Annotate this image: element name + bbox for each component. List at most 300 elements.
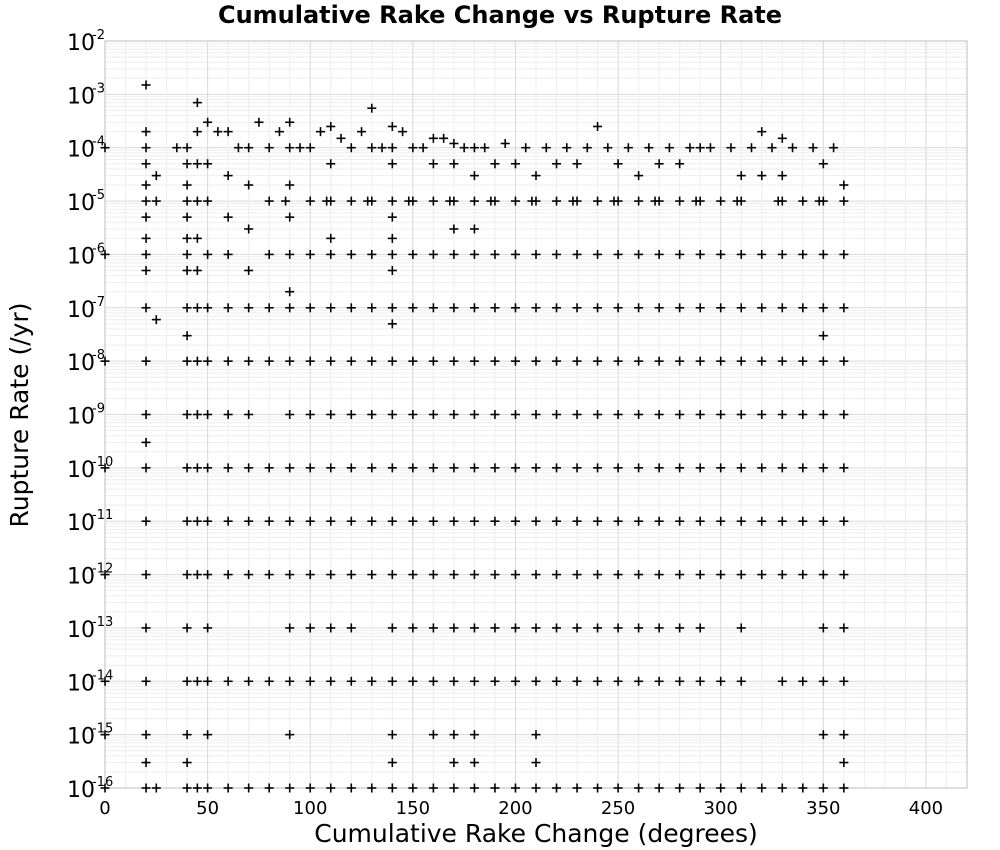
data-point — [696, 784, 705, 793]
data-point — [675, 463, 684, 472]
data-point — [593, 463, 602, 472]
data-point — [593, 357, 602, 366]
y-tick-base: 10 — [67, 671, 95, 697]
data-point — [757, 784, 766, 793]
data-point — [203, 250, 212, 259]
data-point — [265, 303, 274, 312]
data-point — [193, 159, 202, 168]
data-point — [326, 357, 335, 366]
data-point — [511, 197, 520, 206]
data-point — [552, 159, 561, 168]
data-point — [347, 303, 356, 312]
data-point — [142, 80, 151, 89]
data-point — [142, 623, 151, 632]
data-point — [347, 143, 356, 152]
data-point — [404, 197, 413, 206]
data-point — [511, 357, 520, 366]
data-point — [244, 143, 253, 152]
data-point — [408, 357, 417, 366]
data-point — [183, 331, 192, 340]
data-point — [322, 197, 331, 206]
data-point — [429, 250, 438, 259]
data-point — [655, 570, 664, 579]
data-point — [634, 303, 643, 312]
data-point — [685, 143, 694, 152]
data-point — [716, 517, 725, 526]
data-point — [183, 197, 192, 206]
data-point — [183, 357, 192, 366]
data-point — [819, 159, 828, 168]
data-point — [716, 410, 725, 419]
data-point — [655, 410, 664, 419]
data-point — [737, 517, 746, 526]
data-point — [429, 784, 438, 793]
data-point — [573, 570, 582, 579]
data-point — [470, 171, 479, 180]
data-point — [511, 784, 520, 793]
data-point — [716, 303, 725, 312]
data-point — [367, 410, 376, 419]
data-point — [819, 463, 828, 472]
data-point — [142, 410, 151, 419]
data-point — [737, 784, 746, 793]
data-point — [326, 677, 335, 686]
data-point — [655, 517, 664, 526]
data-point — [281, 197, 290, 206]
data-point — [193, 570, 202, 579]
data-point — [737, 623, 746, 632]
data-point — [388, 213, 397, 222]
data-point — [193, 410, 202, 419]
data-point — [152, 784, 161, 793]
chart-title: Cumulative Rake Change vs Rupture Rate — [217, 1, 783, 29]
data-point — [490, 159, 499, 168]
data-point — [675, 357, 684, 366]
data-point — [593, 517, 602, 526]
data-point — [429, 303, 438, 312]
data-point — [819, 410, 828, 419]
data-point — [655, 784, 664, 793]
data-point — [142, 181, 151, 190]
x-tick-label: 50 — [196, 798, 220, 819]
y-tick-label — [67, 455, 113, 483]
data-point — [716, 677, 725, 686]
data-point — [573, 357, 582, 366]
data-point — [224, 357, 233, 366]
data-point — [306, 784, 315, 793]
data-point — [470, 143, 479, 152]
data-point — [692, 197, 701, 206]
data-point — [839, 758, 848, 767]
data-point — [470, 623, 479, 632]
data-point — [449, 784, 458, 793]
data-point — [696, 303, 705, 312]
data-point — [798, 357, 807, 366]
data-point — [511, 677, 520, 686]
data-point — [203, 517, 212, 526]
data-point — [470, 303, 479, 312]
x-tick-label: 150 — [395, 798, 431, 819]
data-point — [839, 410, 848, 419]
data-point — [490, 410, 499, 419]
data-point — [634, 197, 643, 206]
data-point — [347, 623, 356, 632]
data-point — [675, 570, 684, 579]
y-tick-label — [67, 508, 113, 536]
data-point — [326, 570, 335, 579]
data-point — [367, 463, 376, 472]
data-point — [552, 410, 561, 419]
data-point — [614, 623, 623, 632]
data-point — [470, 250, 479, 259]
data-point — [193, 266, 202, 275]
y-tick-base: 10 — [67, 564, 95, 590]
data-point — [142, 784, 151, 793]
data-point — [737, 171, 746, 180]
data-point — [568, 197, 577, 206]
data-point — [388, 570, 397, 579]
data-point — [224, 410, 233, 419]
data-point — [532, 410, 541, 419]
data-point — [665, 143, 674, 152]
y-tick-base: 10 — [67, 31, 95, 56]
data-point — [470, 570, 479, 579]
data-point — [675, 410, 684, 419]
y-tick-label — [67, 615, 113, 643]
data-point — [573, 159, 582, 168]
data-point — [224, 213, 233, 222]
data-point — [285, 730, 294, 739]
data-point — [193, 234, 202, 243]
data-point — [757, 250, 766, 259]
data-point — [593, 250, 602, 259]
data-point — [532, 730, 541, 739]
data-point — [634, 517, 643, 526]
data-point — [244, 181, 253, 190]
data-point — [449, 570, 458, 579]
data-point — [470, 677, 479, 686]
data-point — [388, 122, 397, 131]
data-point — [470, 730, 479, 739]
data-point — [532, 357, 541, 366]
data-point — [429, 134, 438, 143]
y-tick-exponent: -2 — [92, 28, 105, 43]
y-tick-exponent: -16 — [92, 775, 114, 790]
data-point — [634, 171, 643, 180]
data-point — [244, 784, 253, 793]
data-point — [573, 303, 582, 312]
data-point — [142, 463, 151, 472]
data-point — [388, 234, 397, 243]
data-point — [193, 197, 202, 206]
data-point — [511, 623, 520, 632]
data-point — [388, 463, 397, 472]
data-point — [470, 410, 479, 419]
x-tick-label: 250 — [600, 798, 636, 819]
data-point — [388, 517, 397, 526]
data-point — [839, 197, 848, 206]
data-point — [819, 331, 828, 340]
data-point — [634, 784, 643, 793]
data-point — [265, 197, 274, 206]
data-point — [552, 677, 561, 686]
data-point — [142, 159, 151, 168]
y-tick-base: 10 — [67, 351, 95, 377]
data-point — [172, 143, 181, 152]
y-tick-base: 10 — [67, 244, 95, 270]
data-point — [306, 570, 315, 579]
data-point — [142, 250, 151, 259]
data-point — [614, 463, 623, 472]
data-point — [532, 570, 541, 579]
data-point — [511, 303, 520, 312]
data-point — [778, 357, 787, 366]
data-point — [798, 570, 807, 579]
data-point — [778, 517, 787, 526]
data-point — [737, 303, 746, 312]
data-point — [429, 730, 438, 739]
data-point — [285, 517, 294, 526]
data-point — [798, 197, 807, 206]
data-point — [285, 570, 294, 579]
y-tick-base: 10 — [67, 191, 95, 217]
data-point — [839, 730, 848, 739]
data-point — [706, 143, 715, 152]
data-point — [757, 410, 766, 419]
data-point — [696, 623, 705, 632]
data-point — [265, 517, 274, 526]
data-point — [142, 758, 151, 767]
data-point — [183, 517, 192, 526]
data-point — [552, 357, 561, 366]
data-point — [614, 303, 623, 312]
data-point — [388, 730, 397, 739]
data-point — [552, 250, 561, 259]
y-tick-label — [67, 241, 105, 269]
data-point — [609, 197, 618, 206]
y-tick-base: 10 — [67, 404, 95, 430]
data-point — [624, 143, 633, 152]
data-point — [183, 234, 192, 243]
data-point — [429, 159, 438, 168]
data-point — [716, 250, 725, 259]
data-point — [285, 623, 294, 632]
data-point — [224, 570, 233, 579]
data-point — [737, 463, 746, 472]
data-point — [798, 517, 807, 526]
data-point — [203, 303, 212, 312]
data-point — [285, 118, 294, 127]
data-point — [193, 463, 202, 472]
data-point — [429, 197, 438, 206]
data-point — [183, 570, 192, 579]
data-point — [798, 303, 807, 312]
data-point — [696, 410, 705, 419]
data-point — [696, 677, 705, 686]
data-point — [326, 623, 335, 632]
data-point — [573, 250, 582, 259]
data-point — [142, 143, 151, 152]
data-point — [244, 303, 253, 312]
data-point — [593, 570, 602, 579]
data-point — [460, 143, 469, 152]
data-point — [593, 677, 602, 686]
data-point — [408, 677, 417, 686]
data-point — [142, 677, 151, 686]
data-point — [839, 181, 848, 190]
data-point — [819, 570, 828, 579]
data-point — [224, 677, 233, 686]
data-point — [634, 410, 643, 419]
data-point — [839, 570, 848, 579]
data-point — [306, 623, 315, 632]
data-point — [244, 570, 253, 579]
data-point — [326, 784, 335, 793]
data-point — [449, 357, 458, 366]
data-point — [696, 517, 705, 526]
data-point — [532, 784, 541, 793]
data-point — [142, 570, 151, 579]
data-point — [778, 570, 787, 579]
data-point — [696, 250, 705, 259]
data-point — [819, 784, 828, 793]
data-point — [408, 303, 417, 312]
y-tick-label — [67, 81, 105, 109]
data-point — [614, 517, 623, 526]
data-point — [829, 143, 838, 152]
data-point — [501, 139, 510, 148]
data-point — [716, 357, 725, 366]
data-point — [449, 250, 458, 259]
data-point — [726, 143, 735, 152]
data-point — [326, 517, 335, 526]
data-point — [490, 623, 499, 632]
data-point — [696, 463, 705, 472]
y-tick-exponent: -14 — [92, 668, 114, 684]
data-point — [733, 197, 742, 206]
y-tick-label — [67, 135, 105, 163]
data-point — [470, 197, 479, 206]
data-point — [142, 213, 151, 222]
data-point — [839, 250, 848, 259]
data-point — [224, 127, 233, 136]
data-point — [788, 143, 797, 152]
data-point — [244, 677, 253, 686]
data-point — [224, 784, 233, 793]
data-point — [696, 143, 705, 152]
data-point — [737, 410, 746, 419]
data-point — [183, 143, 192, 152]
data-point — [408, 250, 417, 259]
data-point — [306, 250, 315, 259]
data-point — [757, 463, 766, 472]
data-point — [193, 784, 202, 793]
data-point — [449, 677, 458, 686]
data-point — [809, 143, 818, 152]
data-point — [203, 784, 212, 793]
y-tick-label — [67, 722, 113, 750]
data-point — [388, 758, 397, 767]
data-point — [408, 623, 417, 632]
data-point — [367, 570, 376, 579]
y-tick-label — [67, 28, 105, 56]
data-point — [183, 181, 192, 190]
data-point — [326, 250, 335, 259]
data-point — [819, 623, 828, 632]
data-point — [357, 127, 366, 136]
data-point — [490, 677, 499, 686]
data-point — [449, 623, 458, 632]
y-tick-label — [67, 188, 105, 216]
data-point — [449, 730, 458, 739]
data-point — [774, 197, 783, 206]
data-point — [367, 104, 376, 113]
data-point — [593, 784, 602, 793]
data-point — [593, 197, 602, 206]
data-point — [839, 357, 848, 366]
y-tick-base: 10 — [67, 617, 95, 643]
y-tick-exponent: -15 — [92, 721, 114, 737]
data-point — [675, 159, 684, 168]
y-tick-label — [67, 402, 105, 430]
data-point — [644, 143, 653, 152]
data-point — [614, 784, 623, 793]
data-point — [408, 463, 417, 472]
data-point — [183, 677, 192, 686]
data-point — [634, 623, 643, 632]
data-point — [819, 677, 828, 686]
data-point — [367, 303, 376, 312]
data-point — [285, 463, 294, 472]
data-point — [839, 784, 848, 793]
data-point — [326, 410, 335, 419]
data-point — [193, 517, 202, 526]
data-point — [244, 266, 253, 275]
data-point — [265, 250, 274, 259]
data-point — [363, 197, 372, 206]
data-point — [203, 159, 212, 168]
data-point — [408, 143, 417, 152]
data-point — [347, 197, 356, 206]
data-point — [716, 197, 725, 206]
data-point — [593, 122, 602, 131]
data-point — [449, 224, 458, 233]
data-point — [532, 758, 541, 767]
data-point — [511, 517, 520, 526]
data-point — [142, 127, 151, 136]
data-point — [388, 357, 397, 366]
data-point — [449, 159, 458, 168]
data-point — [757, 570, 766, 579]
data-point — [388, 266, 397, 275]
data-point — [306, 197, 315, 206]
data-point — [778, 463, 787, 472]
data-point — [696, 357, 705, 366]
data-point — [778, 677, 787, 686]
data-point — [839, 303, 848, 312]
data-point — [183, 159, 192, 168]
x-tick-label: 200 — [498, 798, 533, 819]
data-point — [839, 517, 848, 526]
data-point — [593, 303, 602, 312]
data-point — [265, 143, 274, 152]
x-tick-label: 300 — [703, 798, 738, 819]
y-tick-label — [67, 668, 113, 696]
data-point — [583, 143, 592, 152]
data-point — [244, 410, 253, 419]
data-point — [203, 570, 212, 579]
x-tick-label: 100 — [293, 798, 328, 819]
